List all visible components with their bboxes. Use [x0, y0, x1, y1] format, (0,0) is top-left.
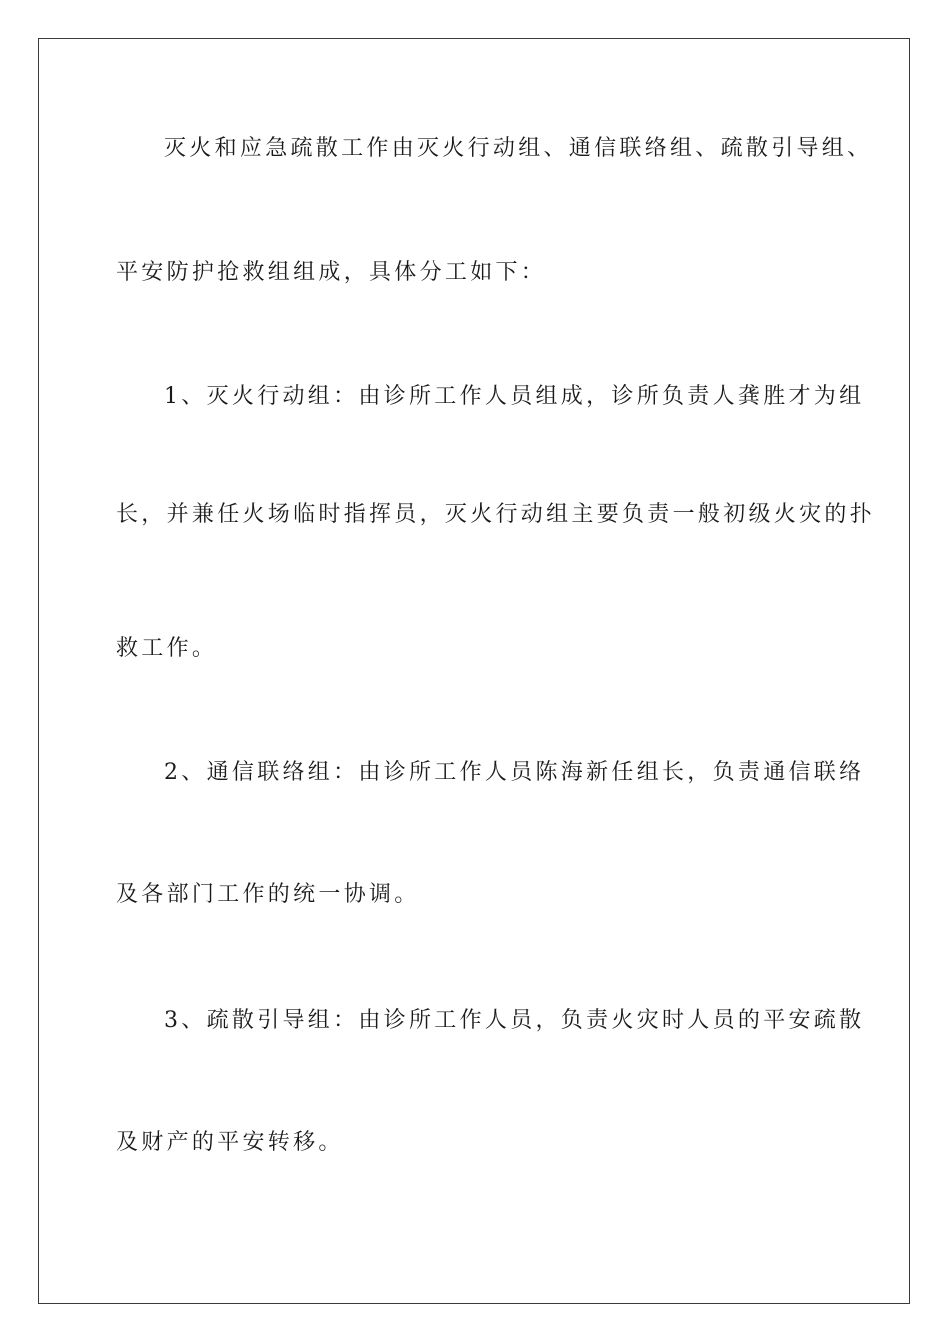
paragraph-item-3-line-1: 3、疏散引导组：由诊所工作人员，负责火灾时人员的平安疏散 — [164, 1008, 865, 1033]
paragraph-item-1-line-3: 救工作。 — [116, 636, 218, 661]
paragraph-intro-line-1: 灭火和应急疏散工作由灭火行动组、通信联络组、疏散引导组、 — [164, 136, 873, 161]
paragraph-item-2-line-1: 2、通信联络组：由诊所工作人员陈海新任组长，负责通信联络 — [164, 760, 865, 785]
paragraph-item-3-line-2: 及财产的平安转移。 — [116, 1130, 344, 1155]
paragraph-item-2-line-2: 及各部门工作的统一协调。 — [116, 882, 420, 907]
page-border — [38, 38, 910, 1304]
paragraph-item-1-line-2: 长，并兼任火场临时指挥员，灭火行动组主要负责一般初级火灾的扑 — [116, 502, 876, 527]
paragraph-item-1-line-1: 1、灭火行动组：由诊所工作人员组成，诊所负责人龚胜才为组 — [164, 384, 865, 409]
paragraph-intro-line-2: 平安防护抢救组组成，具体分工如下： — [116, 260, 547, 285]
